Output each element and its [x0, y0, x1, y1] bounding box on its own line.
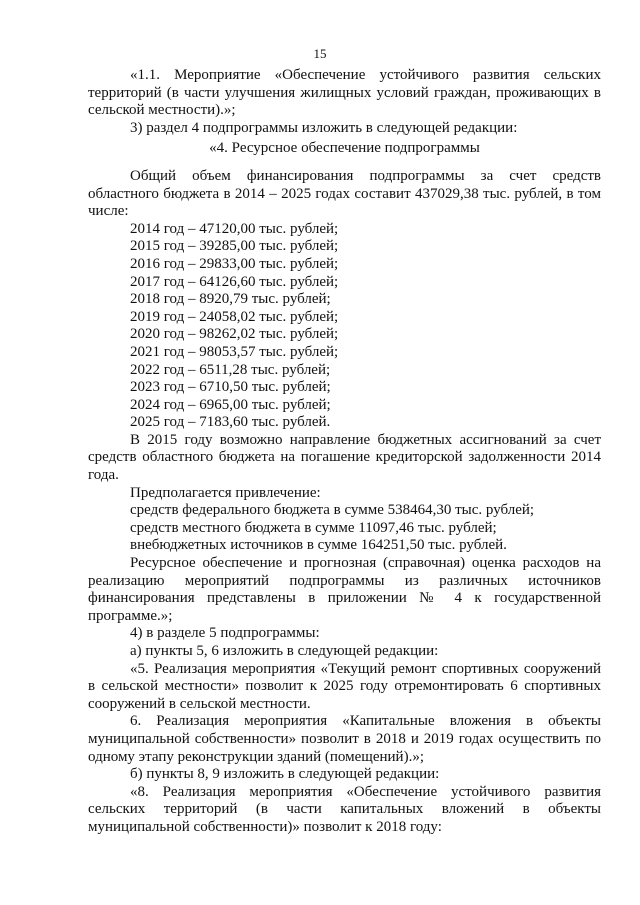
- paragraph-point-6: 6. Реализация мероприятия «Капитальные вложения в объекты муниципальной собственности» позволит в 2018 и 2019 годах осуществить по одному этапу реконструкции зданий (помещений).»;: [88, 713, 601, 765]
- federal-budget-line: средств федерального бюджета в сумме 538464,30 тыс. рублей;: [130, 502, 535, 519]
- funding-year-2014: 2014 год – 47120,00 тыс. рублей;: [130, 220, 339, 237]
- paragraph-item-b: б) пункты 8, 9 изложить в следующей редакции:: [130, 766, 440, 783]
- funding-year-2024: 2024 год – 6965,00 тыс. рублей;: [130, 396, 331, 413]
- extra-budget-line: внебюджетных источников в сумме 164251,50 тыс. рублей.: [130, 537, 507, 554]
- funding-year-2021: 2021 год – 98053,57 тыс. рублей;: [130, 343, 339, 360]
- paragraph-total-funding: Общий объем финансирования подпрограммы за счет средств областного бюджета в 2014 – 2025 годах составит 437029,38 тыс. рублей, в том числе:: [88, 167, 601, 220]
- funding-year-2018: 2018 год – 8920,79 тыс. рублей;: [130, 291, 331, 308]
- document-body: [88, 67, 601, 837]
- page-number: 15: [313, 46, 327, 61]
- funding-year-2015: 2015 год – 39285,00 тыс. рублей;: [130, 238, 339, 255]
- paragraph-1-1: «1.1. Мероприятие «Обеспечение устойчивого развития сельских территорий (в части улучшения жилищных условий граждан, проживающих в сельской местности).»;: [88, 67, 601, 119]
- paragraph-point-8: «8. Реализация мероприятия «Обеспечение устойчивого развития сельских территорий (в части капитальных вложений в объекты муниципальной собственности)» позволит к 2018 году:: [88, 783, 601, 835]
- funding-year-2019: 2019 год – 24058,02 тыс. рублей;: [130, 308, 339, 325]
- paragraph-resource-estimate: Ресурсное обеспечение и прогнозная (справочная) оценка расходов на реализацию мероприятий подпрограммы из различных источников финансирования представлены в приложении № 4 к государственной программе.»;: [88, 555, 601, 624]
- paragraph-2015-payables: В 2015 году возможно направление бюджетных ассигнований за счет средств областного бюджета на погашение кредиторской задолженности 2014 года.: [88, 431, 601, 484]
- funding-year-2023: 2023 год – 6710,50 тыс. рублей;: [130, 379, 331, 396]
- paragraph-item-a: а) пункты 5, 6 изложить в следующей редакции:: [130, 643, 439, 659]
- funding-year-2016: 2016 год – 29833,00 тыс. рублей;: [130, 255, 339, 272]
- funding-year-2022: 2022 год – 6511,28 тыс. рублей;: [130, 361, 331, 378]
- funding-year-2017: 2017 год – 64126,60 тыс. рублей;: [130, 273, 339, 290]
- funding-year-2020: 2020 год – 98262,02 тыс. рублей;: [130, 326, 339, 343]
- local-budget-line: средств местного бюджета в сумме 11097,46 тыс. рублей;: [130, 519, 497, 536]
- section-heading: «4. Ресурсное обеспечение подпрограммы: [209, 140, 480, 157]
- funding-year-2025: 2025 год – 7183,60 тыс. рублей.: [130, 414, 331, 431]
- paragraph-item-4: 4) в разделе 5 подпрограммы:: [130, 625, 320, 642]
- paragraph-item-3: 3) раздел 4 подпрограммы изложить в следующей редакции:: [130, 119, 518, 136]
- paragraph-point-5: «5. Реализация мероприятия «Текущий ремонт спортивных сооружений в сельской местности» позволит к 2025 году отремонтировать 6 спортивных сооружений в сельской местности.: [88, 660, 601, 712]
- attraction-intro: Предполагается привлечение:: [130, 484, 321, 501]
